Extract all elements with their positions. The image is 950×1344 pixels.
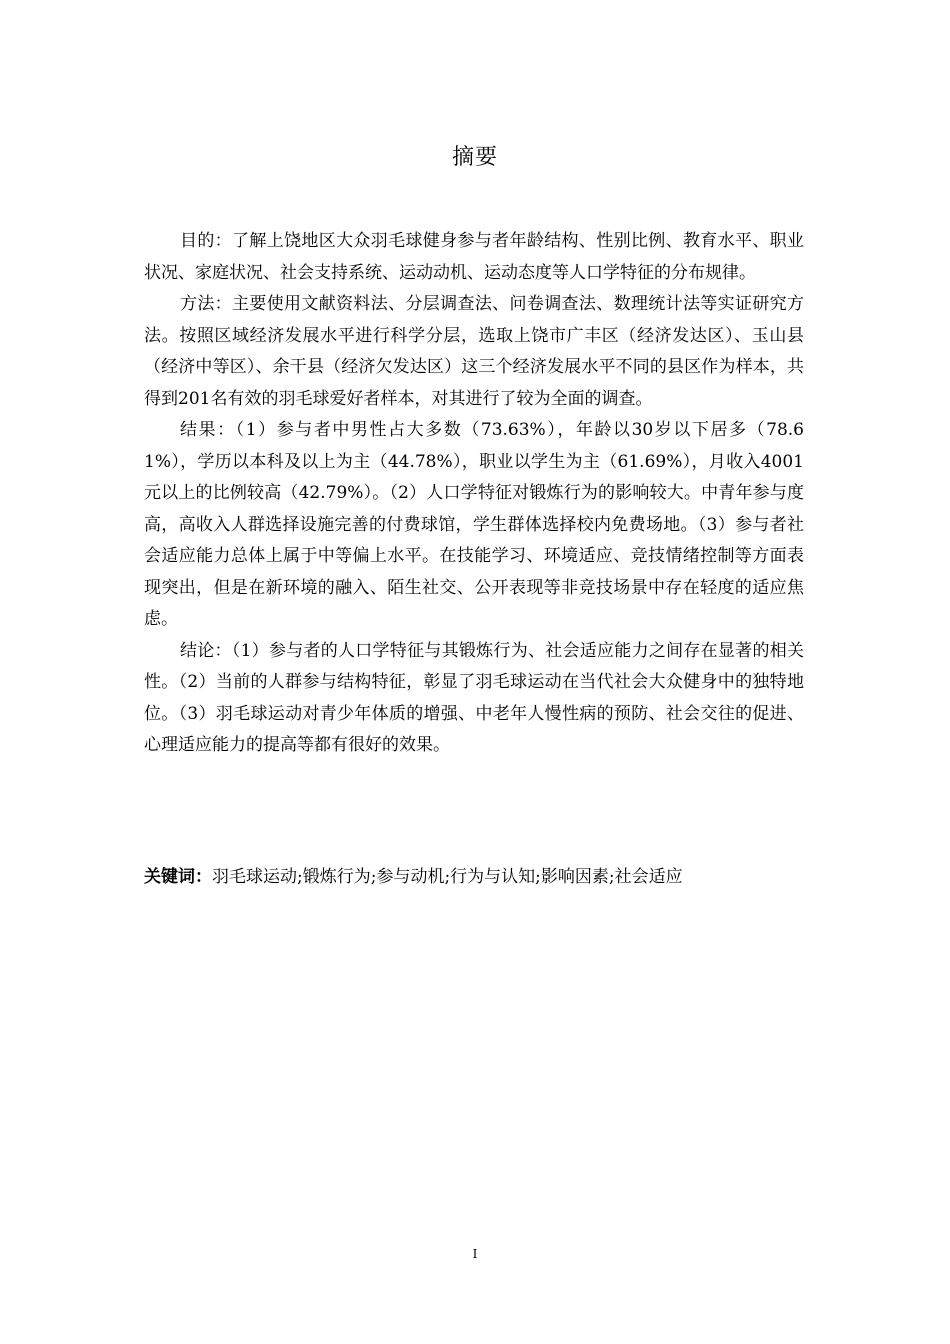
paragraph-results: 结果：（1）参与者中男性占大多数（73.63%），年龄以30岁以下居多（78.61%），学历以本科及以上为主（44.78%），职业以学生为主（61.69%），月收入4001元以上的比例较高（42.79%）。（2）人口学特征对锻炼行为的影响较大。中青年参与度高，高收入人群选择设施完善的付费球馆，学生群体选择校内免费场地。（3）参与者社会适应能力总体上属于中等偏上水平。在技能学习、环境适应、竞技情绪控制等方面表现突出，但是在新环境的融入、陌生社交、公开表现等非竞技场景中存在轻度的适应焦虑。 (144, 420, 804, 629)
paragraph-conclusion: 结论：（1）参与者的人口学特征与其锻炼行为、社会适应能力之间存在显著的相关性。（2）当前的人群参与结构特征，彰显了羽毛球运动在当代社会大众健身中的独特地位。（3）羽毛球运动对青少年体质的增强、中老年人慢性病的预防、社会交往的促进、心理适应能力的提高等都有很好的效果。 (144, 640, 804, 755)
keywords-text: 羽毛球运动;锻炼行为;参与动机;行为与认知;影响因素;社会适应 (212, 867, 683, 887)
abstract-body (144, 226, 804, 762)
keywords-line (144, 862, 804, 894)
paragraph-objective: 目的：了解上饶地区大众羽毛球健身参与者年龄结构、性别比例、教育水平、职业状况、家庭状况、社会支持系统、运动动机、运动态度等人口学特征的分布规律。 (144, 231, 804, 283)
keywords-label: 关键词： (144, 867, 212, 887)
paragraph-method: 方法：主要使用文献资料法、分层调查法、问卷调查法、数理统计法等实证研究方法。按照区域经济发展水平进行科学分层，选取上饶市广丰区（经济发达区）、玉山县（经济中等区）、余干县（经济欠发达区）这三个经济发展水平不同的县区作为样本，共得到201名有效的羽毛球爱好者样本，对其进行了较为全面的调查。 (144, 294, 804, 409)
page-title: 摘要 (451, 145, 498, 170)
page-number: I (472, 1247, 478, 1261)
